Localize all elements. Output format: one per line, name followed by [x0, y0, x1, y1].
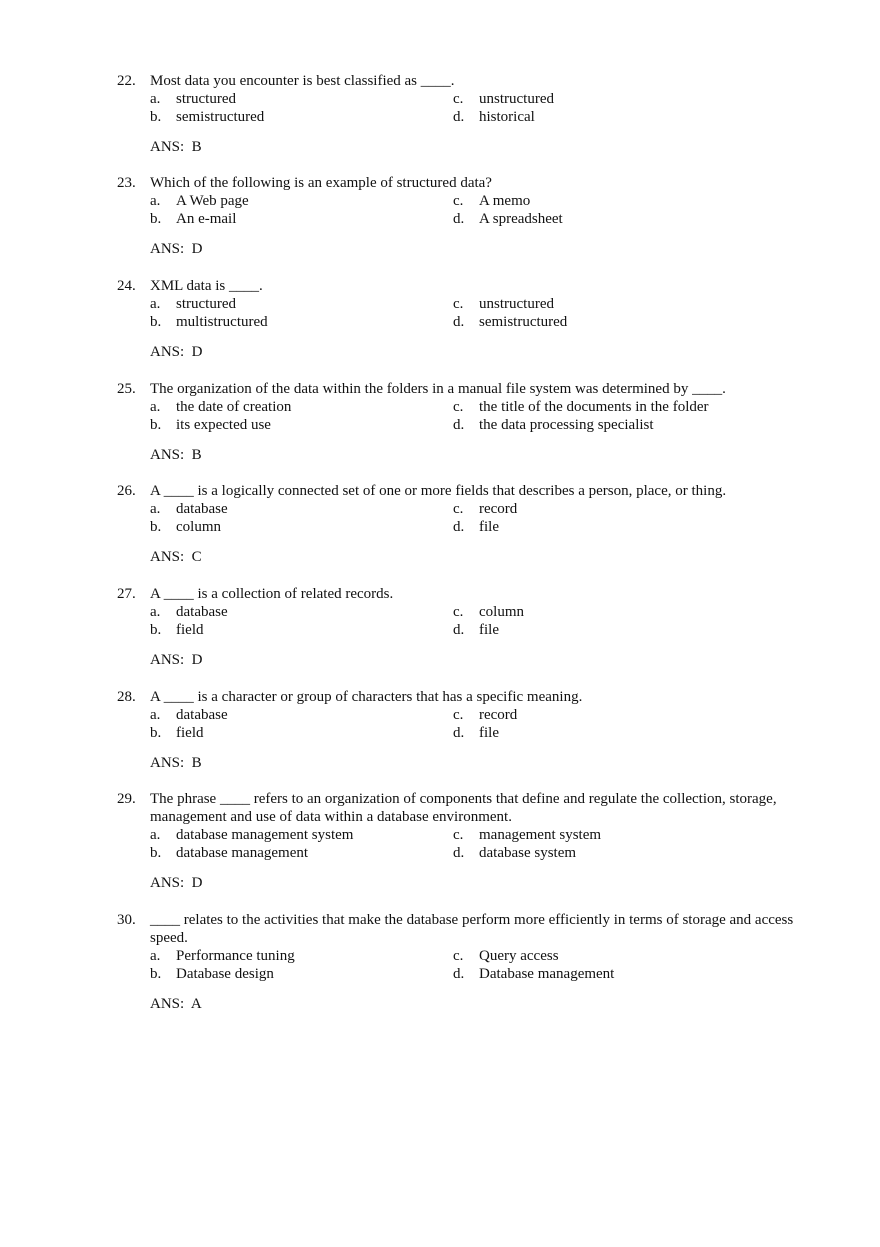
question-number: 28. [117, 689, 136, 705]
question-number: 25. [117, 381, 136, 397]
option-a: a. Performance tuning [150, 948, 295, 964]
option-a: a. the date of creation [150, 399, 292, 415]
question-number: 29. [117, 791, 136, 807]
question-text: Which of the following is an example of structured data? [150, 175, 492, 191]
option-a: a. structured [150, 91, 236, 107]
options [150, 706, 797, 742]
question-text: The organization of the data within the folders in a manual file system was determined by ____. [150, 381, 726, 397]
option-c: c. the title of the documents in the folder [453, 399, 709, 415]
option-d: d. database system [453, 845, 577, 861]
answer: ANS: C [150, 549, 202, 565]
option-c: c. unstructured [453, 91, 554, 107]
question-text: Most data you encounter is best classified as ____. [150, 73, 455, 89]
question-number: 23. [117, 175, 136, 191]
option-b: b. Database design [150, 966, 274, 982]
question-29 [117, 790, 797, 892]
question-27 [117, 585, 797, 669]
question-24 [117, 277, 797, 361]
answer: ANS: B [150, 139, 202, 155]
option-a: a. database management system [150, 827, 354, 843]
answer: ANS: D [150, 875, 203, 891]
option-d: d. file [453, 725, 499, 741]
options [150, 826, 797, 862]
option-b: b. An e-mail [150, 211, 237, 227]
question-25 [117, 380, 797, 464]
option-b: b. its expected use [150, 417, 271, 433]
option-a: a. database [150, 707, 228, 723]
answer: ANS: A [150, 996, 202, 1012]
question-26 [117, 482, 797, 566]
option-a: a. database [150, 604, 228, 620]
option-c: c. management system [453, 827, 602, 843]
option-d: d. semistructured [453, 314, 568, 330]
options [150, 500, 797, 536]
question-number: 27. [117, 586, 136, 602]
answer: ANS: B [150, 755, 202, 771]
option-c: c. record [453, 707, 518, 723]
option-b: b. field [150, 725, 204, 741]
option-b: b. field [150, 622, 204, 638]
options [150, 90, 797, 126]
options [150, 947, 797, 983]
question-30 [117, 911, 797, 1013]
option-c: c. A memo [453, 193, 531, 209]
question-text: ____ relates to the activities that make the database perform more efficiently in terms of storage and access speed. [150, 912, 797, 946]
option-d: d. historical [453, 109, 535, 125]
question-number: 26. [117, 483, 136, 499]
question-text: A ____ is a logically connected set of one or more fields that describes a person, place, or thing. [150, 483, 727, 499]
option-c: c. unstructured [453, 296, 554, 312]
answer: ANS: D [150, 241, 203, 257]
question-number: 22. [117, 73, 136, 89]
options [150, 295, 797, 331]
option-b: b. multistructured [150, 314, 268, 330]
question-number: 24. [117, 278, 136, 294]
answer: ANS: D [150, 344, 203, 360]
option-b: b. column [150, 519, 221, 535]
answer: ANS: B [150, 447, 202, 463]
option-d: d. A spreadsheet [453, 211, 563, 227]
options [150, 192, 797, 228]
option-d: d. Database management [453, 966, 615, 982]
option-c: c. record [453, 501, 518, 517]
question-text: XML data is ____. [150, 278, 263, 294]
question-22 [117, 72, 797, 156]
question-number: 30. [117, 912, 136, 928]
question-text: The phrase ____ refers to an organization of components that define and regulate the collection, storage, management and use of data within a database environment. [150, 791, 781, 825]
option-b: b. database management [150, 845, 309, 861]
options [150, 398, 797, 434]
option-a: a. database [150, 501, 228, 517]
answer: ANS: D [150, 652, 203, 668]
option-d: d. file [453, 622, 499, 638]
option-a: a. structured [150, 296, 236, 312]
question-23 [117, 174, 797, 258]
question-28 [117, 688, 797, 772]
question-text: A ____ is a character or group of characters that has a specific meaning. [150, 689, 583, 705]
option-c: c. column [453, 604, 524, 620]
options [150, 603, 797, 639]
option-c: c. Query access [453, 948, 559, 964]
option-b: b. semistructured [150, 109, 265, 125]
option-d: d. the data processing specialist [453, 417, 654, 433]
option-a: a. A Web page [150, 193, 249, 209]
option-d: d. file [453, 519, 499, 535]
question-text: A ____ is a collection of related records. [150, 586, 394, 602]
